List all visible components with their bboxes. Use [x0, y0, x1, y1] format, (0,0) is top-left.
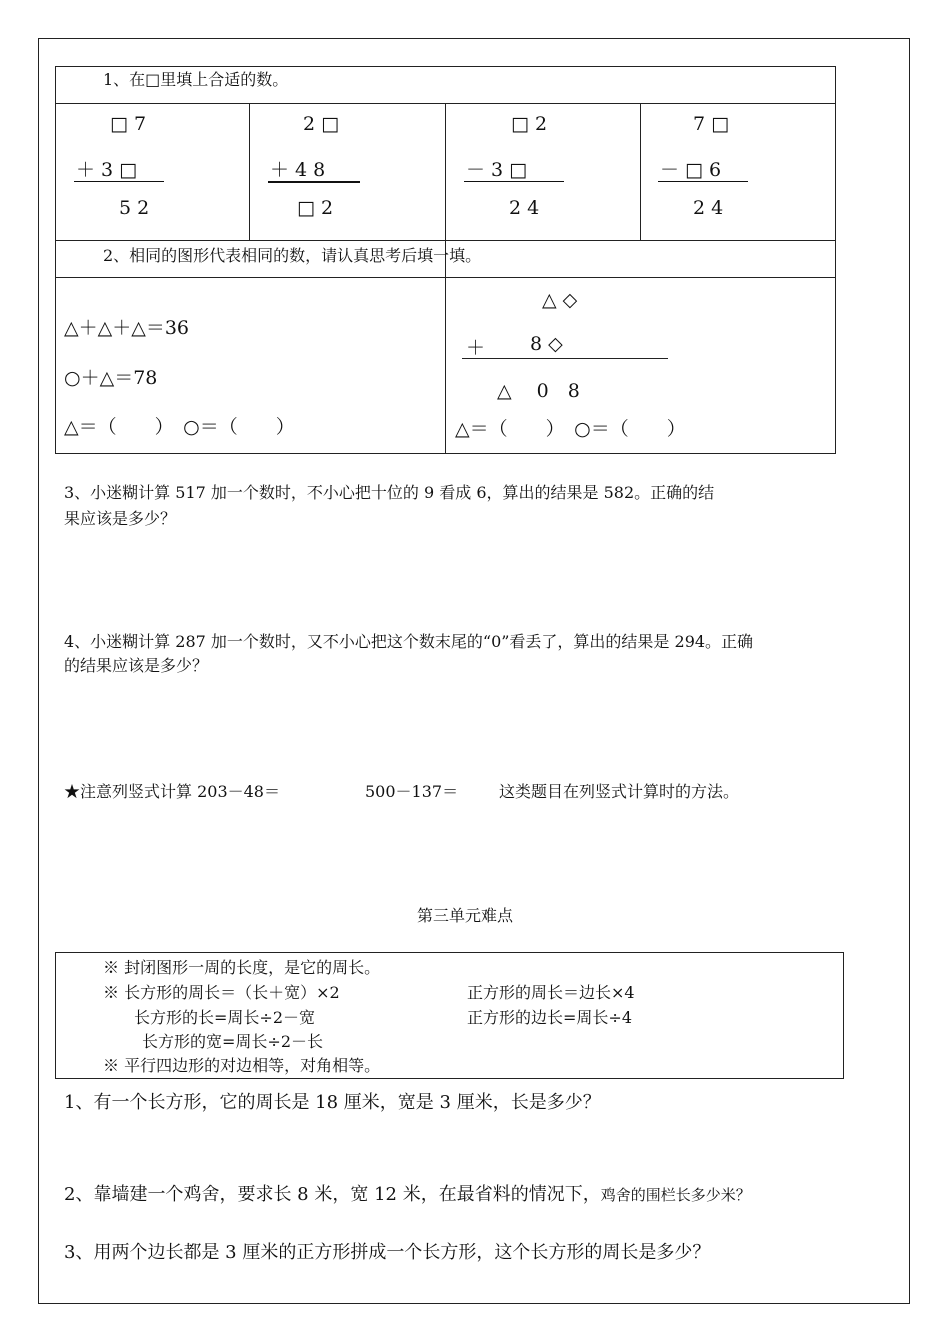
q1-p2-top: 2 □	[303, 113, 340, 135]
q1-p1-line	[74, 181, 164, 182]
q1-p4-top: 7 □	[693, 113, 730, 135]
q1-p3-top: □ 2	[511, 113, 548, 135]
q2-title: 2、相同的图形代表相同的数，请认真思考后填一填。	[103, 246, 482, 265]
rule-rect-length: 长方形的长=周长÷2－宽	[134, 1008, 315, 1027]
unit3-heading: 第三单元难点	[417, 906, 514, 925]
table-divider	[445, 103, 446, 454]
q1-p4-op: － □ 6	[660, 159, 722, 181]
unit3-q2-small: 鸡舍的围栏长多少米？	[600, 1186, 751, 1204]
rule-square-side: 正方形的边长=周长÷4	[467, 1008, 632, 1027]
q2-right-op-sign: ＋	[466, 337, 486, 359]
q3-line1: 3、小迷糊计算 517 加一个数时，不小心把十位的 9 看成 6，算出的结果是 582。正确的结	[64, 483, 715, 502]
q1-title: 1、在□里填上合适的数。	[103, 70, 289, 89]
q1-p2-op: ＋ 4 8	[270, 159, 326, 181]
q1-p3-line	[464, 181, 564, 182]
q1-p4-line	[658, 181, 748, 182]
q1-p3-op: － 3 □	[466, 159, 528, 181]
rule-rect-width: 长方形的宽=周长÷2－长	[142, 1032, 323, 1051]
table-divider	[640, 103, 641, 240]
q2-left-eq2: ○＋△＝78	[64, 367, 158, 389]
q1-p3-result: 2 4	[509, 197, 540, 219]
q4-line1: 4、小迷糊计算 287 加一个数时，又不小心把这个数末尾的“0”看丢了，算出的结果是 294。正确	[64, 632, 754, 651]
q2-right-op-digits: 8 ◇	[530, 333, 563, 355]
note-part1: ★注意列竖式计算 203－48＝	[64, 782, 280, 801]
q2-right-answer: △＝（ ） ○＝（ ）	[455, 418, 686, 440]
unit3-q3: 3、用两个边长都是 3 厘米的正方形拼成一个长方形，这个长方形的周长是多少？	[64, 1242, 711, 1263]
q1-p2-line	[268, 181, 360, 183]
q1-p1-op: ＋ 3 □	[76, 159, 138, 181]
unit3-q2	[64, 1180, 751, 1206]
rule-perimeter-def: ※ 封闭图形一周的长度，是它的周长。	[103, 958, 381, 977]
q2-left-eq1: △＋△＋△＝36	[64, 317, 190, 339]
unit3-q1: 1、有一个长方形，它的周长是 18 厘米，宽是 3 厘米，长是多少？	[64, 1092, 601, 1113]
unit3-q2-main: 2、靠墙建一个鸡舍，要求长 8 米，宽 12 米，在最省料的情况下，	[64, 1184, 601, 1205]
note-part2: 500－137＝	[365, 782, 459, 801]
q1-p4-result: 2 4	[693, 197, 724, 219]
q1-p1-top: □ 7	[110, 113, 147, 135]
rule-square-perimeter: 正方形的周长＝边长×4	[467, 983, 635, 1002]
q1-p2-result: □ 2	[297, 197, 334, 219]
q2-left-answer: △＝（ ） ○＝（ ）	[64, 416, 295, 438]
q2-right-result: △ 0 8	[497, 380, 580, 402]
q1-p1-result: 5 2	[119, 197, 150, 219]
q3-line2: 果应该是多少？	[64, 509, 177, 528]
note-part3: 这类题目在列竖式计算时的方法。	[499, 782, 740, 801]
q4-line2: 的结果应该是多少？	[64, 656, 209, 675]
rule-parallelogram: ※ 平行四边形的对边相等，对角相等。	[103, 1056, 381, 1075]
table-divider	[249, 103, 250, 240]
q2-right-top: △ ◇	[542, 289, 578, 311]
q2-right-line	[462, 358, 668, 359]
rule-rect-perimeter: ※ 长方形的周长＝（长＋宽）×2	[103, 983, 340, 1002]
